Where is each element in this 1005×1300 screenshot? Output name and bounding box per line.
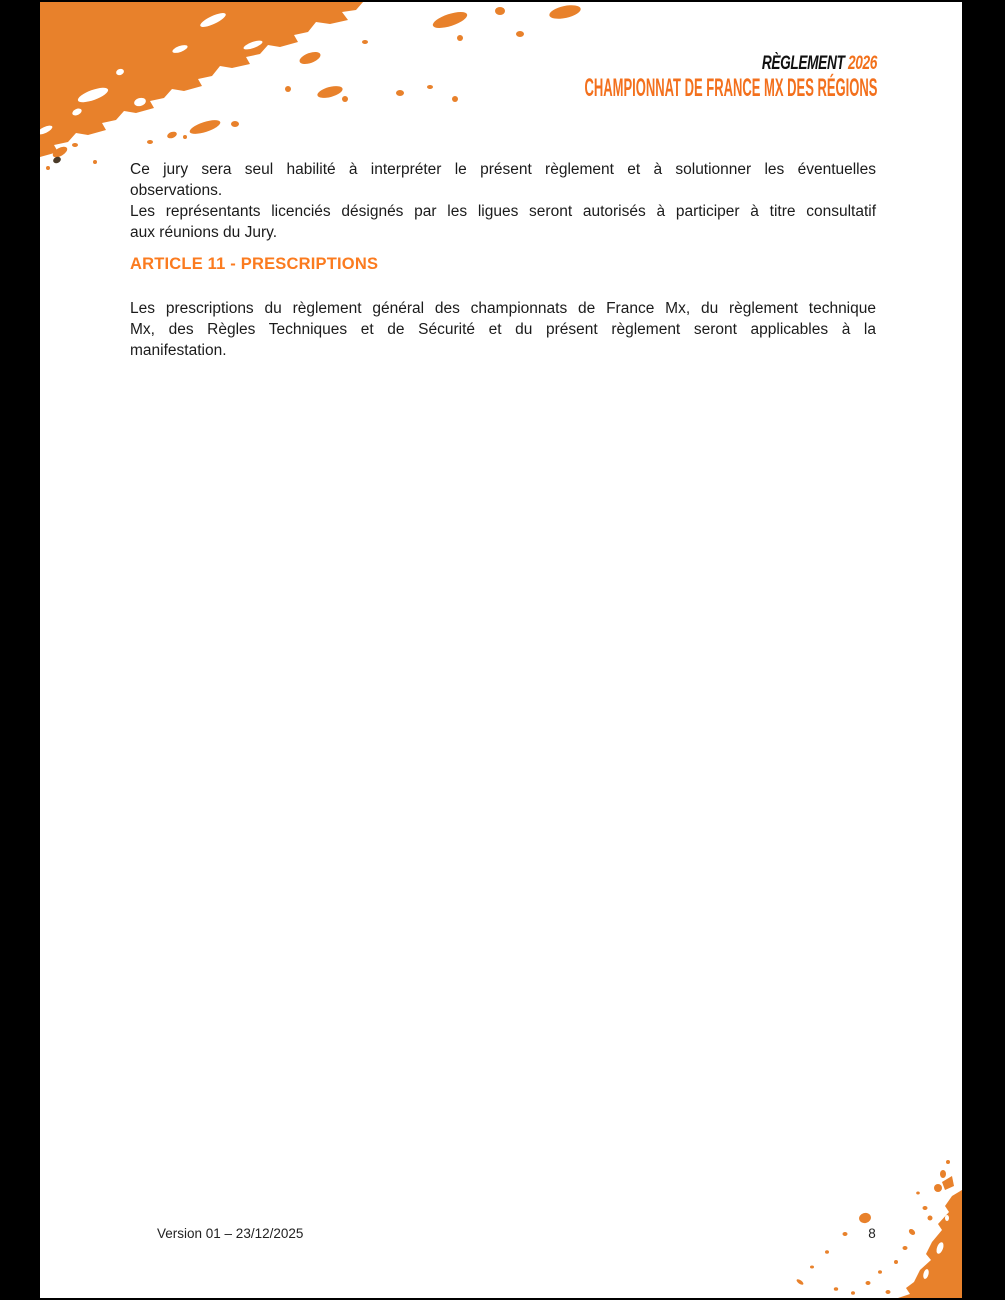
paragraph-line: manifestation. <box>130 342 227 359</box>
paragraph-prescriptions <box>130 298 876 361</box>
article-heading: ARTICLE 11 - PRESCRIPTIONS <box>130 255 379 273</box>
document-page <box>40 2 962 1298</box>
paragraph-line: aux réunions du Jury. <box>130 224 278 241</box>
title-text: RÈGLEMENT <box>761 53 845 74</box>
paragraph-jury <box>130 159 876 243</box>
document-subtitle: CHAMPIONNAT DE FRANCE MX DES RÉGIONS <box>584 74 877 102</box>
footer-page-number: 8 <box>868 1226 876 1241</box>
paragraph-line: Les prescriptions du règlement général des championnats de France Mx, du règlement technique <box>130 300 876 317</box>
paragraph-line: Les représentants licenciés désignés par les ligues seront autorisés à participer à titre consultatif <box>130 203 876 220</box>
paint-splatter-bottom-right <box>782 1098 962 1298</box>
title-year: 2026 <box>847 53 877 74</box>
paragraph-line: observations. <box>130 182 223 199</box>
document-title <box>762 54 877 73</box>
paragraph-line: Mx, des Règles Techniques et de Sécurité et du présent règlement seront applicables à la <box>130 321 876 338</box>
paragraph-line: Ce jury sera seul habilité à interpréter le présent règlement et à solutionner les éventuelles <box>130 161 876 178</box>
footer-version-date: Version 01 – 23/12/2025 <box>157 1226 304 1241</box>
